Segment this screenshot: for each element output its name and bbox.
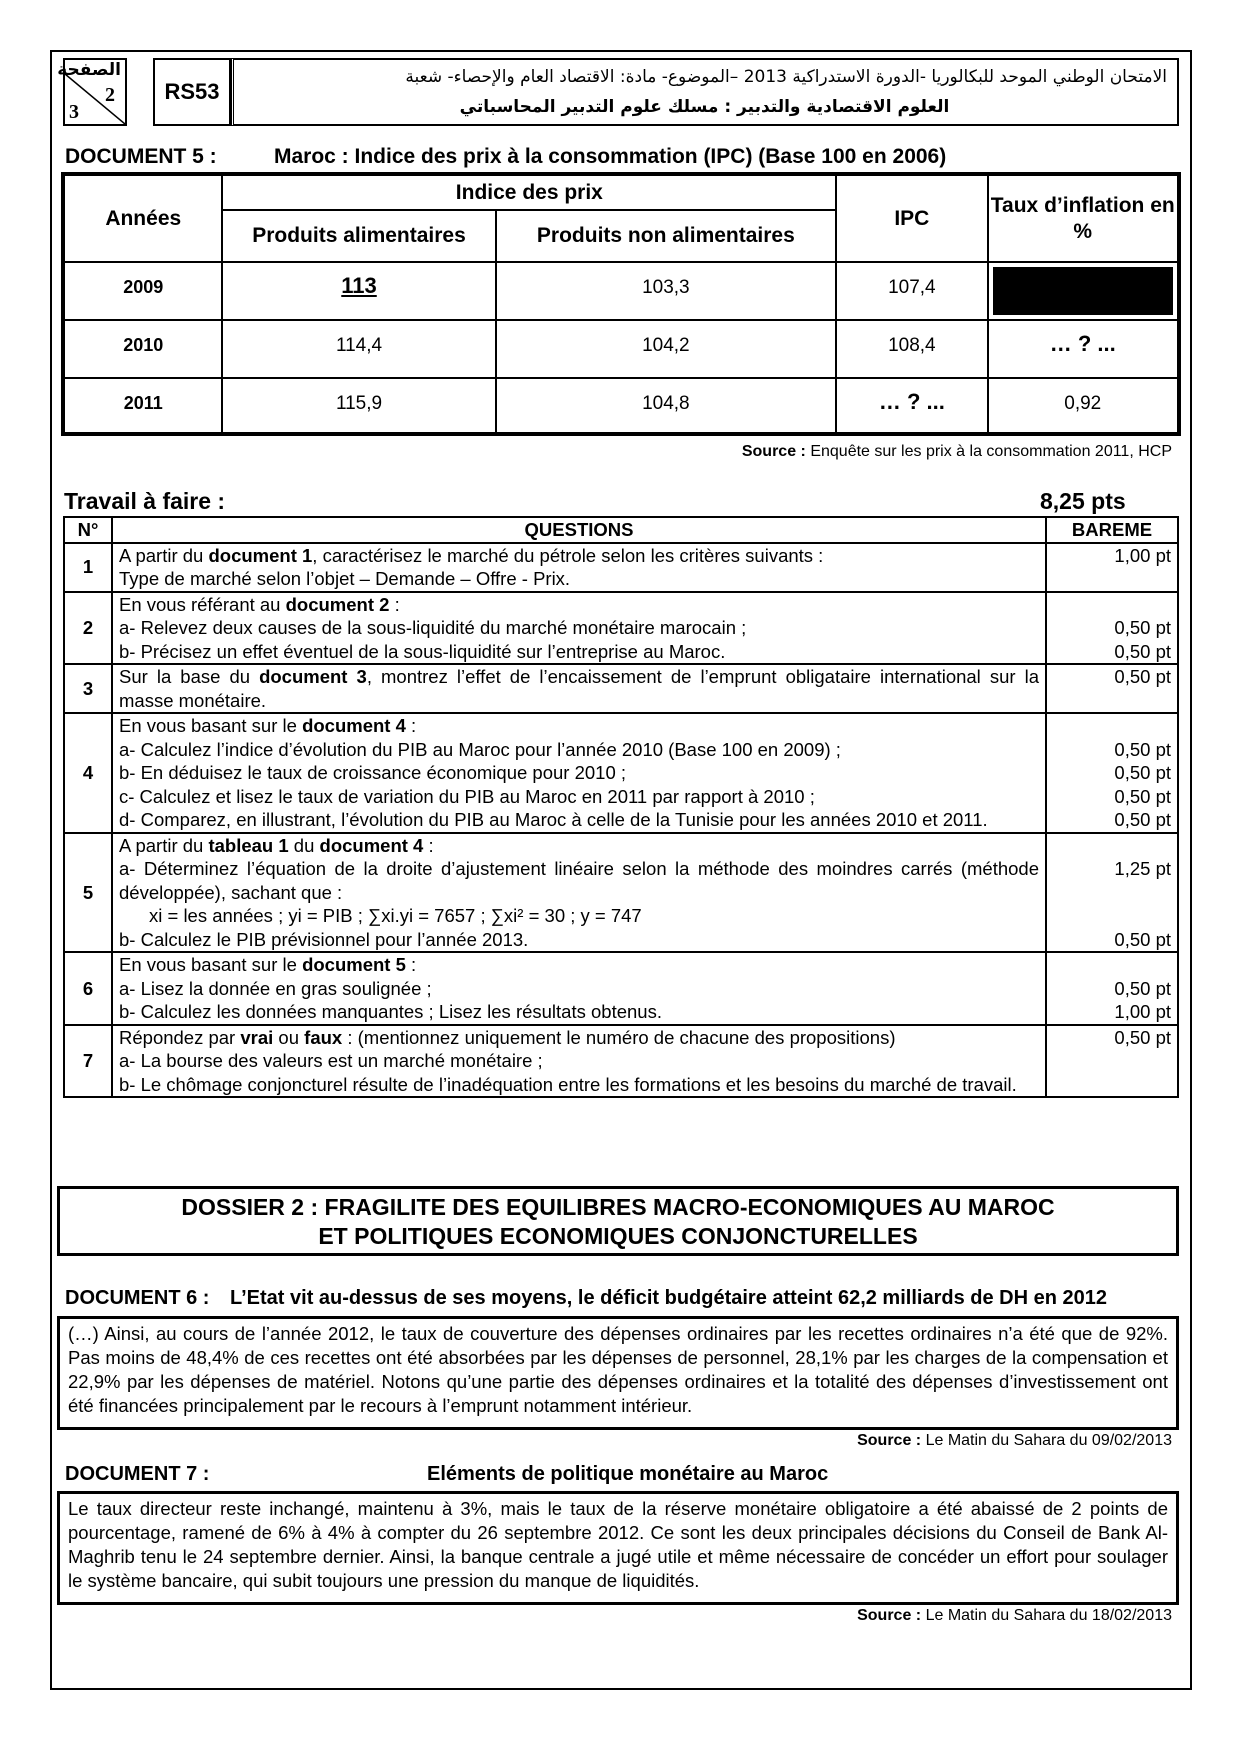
header-title-line2: العلوم الاقتصادية والتدبير : مسلك علوم التدبير المحاسباتي	[459, 97, 950, 117]
doc7-text: Le taux directeur reste inchangé, maintenu à 3%, mais le taux de la réserve monétaire obligatoire a été abaissé de 2 points de pourcentage, ramené de 6% à 4% à compter du 26 septembre 2012. Ce sont les deux principales décisions du Conseil de Bank Al-Maghrib tenu le 24 septembre dernier. Ainsi, la banque centrale a jugé utile et même nécessaire de concéder un effort pour soulager le système bancaire, qui subit toujours une pression du manque de liquidités.	[57, 1491, 1179, 1605]
question-number: 6	[64, 952, 112, 1025]
cell-taux: 0,92	[988, 378, 1179, 434]
dossier2-title	[57, 1186, 1179, 1256]
question-text: En vous basant sur le document 4 : a- Calculez l’indice d’évolution du PIB au Maroc pour l’année 2010 (Base 100 en 2009) ; b- En déduisez le taux de croissance économique pour 2010 ; c- Calculez et lisez le taux de variation du PIB au Maroc en 2011 par rapport à 2010 ; d- Comparez, en illustrant, l’évolution du PIB au Maroc à celle de la Tunisie pour les années 2010 et 2011.	[112, 713, 1046, 833]
question-number: 4	[64, 713, 112, 833]
col-annees: Années	[63, 174, 222, 262]
source-text: Le Matin du Sahara du 09/02/2013	[925, 1432, 1172, 1449]
question-bareme: 1,00 pt	[1046, 543, 1178, 592]
col-indice-prix: Indice des prix	[222, 174, 836, 210]
page-number-box	[57, 58, 127, 126]
header-title-line1: الامتحان الوطني الموحد للبكالوريا -الدورة الاستدراكية 2013 –الموضوع- مادة: الاقتصاد العام والإحصاء- شعبة	[405, 67, 1167, 87]
source-text: Le Matin du Sahara du 18/02/2013	[925, 1607, 1172, 1624]
doc7-source	[857, 1607, 1172, 1625]
doc5-source	[742, 443, 1172, 461]
travail-points: 8,25 pts	[1040, 488, 1126, 514]
question-text: En vous référant au document 2 : a- Relevez deux causes de la sous-liquidité du marché monétaire marocain ; b- Précisez un effet éventuel de la sous-liquidité sur l’entreprise au Maroc.	[112, 592, 1046, 665]
travail-title: Travail à faire :	[64, 488, 226, 514]
cell-non-alim: 104,2	[496, 320, 837, 378]
question-text: Sur la base du document 3, montrez l’effet de l’encaissement de l’emprunt obligataire international sur la masse monétaire.	[112, 664, 1046, 713]
question-bareme: 1,25 pt 0,50 pt	[1046, 833, 1178, 953]
questions-table	[63, 516, 1179, 1098]
col-ipc: IPC	[836, 174, 987, 262]
cell-non-alim: 104,8	[496, 378, 837, 434]
cell-alim-highlighted: 113	[222, 262, 495, 320]
page-label: الصفحة	[57, 60, 121, 80]
cell-ipc: 108,4	[836, 320, 987, 378]
doc6-label: DOCUMENT 6 :	[65, 1287, 210, 1309]
source-label: Source :	[741, 443, 806, 460]
question-row	[64, 1025, 1178, 1098]
question-row	[64, 543, 1178, 592]
dossier2-line2: ET POLITIQUES ECONOMIQUES CONJONCTURELLES	[318, 1223, 918, 1249]
question-row	[64, 592, 1178, 665]
question-number: 7	[64, 1025, 112, 1098]
table-row	[63, 262, 1179, 320]
question-bareme: 0,50 pt 0,50 pt	[1046, 592, 1178, 665]
cell-taux-missing: … ? ...	[988, 320, 1179, 378]
exam-header-title	[231, 58, 1179, 126]
question-text: Répondez par vrai ou faux : (mentionnez uniquement le numéro de chacune des propositions) a- La bourse des valeurs est un marché monétaire ; b- Le chômage conjoncturel résulte de l’inadéquation entre les formations et les besoins du marché de travail.	[112, 1025, 1046, 1098]
cell-alim: 114,4	[222, 320, 495, 378]
source-label: Source :	[857, 1607, 922, 1624]
question-number: 1	[64, 543, 112, 592]
cell-non-alim: 103,3	[496, 262, 837, 320]
doc7-label: DOCUMENT 7 :	[65, 1463, 210, 1485]
doc5-table	[61, 172, 1181, 436]
question-bareme: 0,50 pt	[1046, 664, 1178, 713]
col-questions: QUESTIONS	[112, 517, 1046, 543]
table-row	[63, 320, 1179, 378]
redacted-block	[993, 267, 1173, 315]
question-number: 2	[64, 592, 112, 665]
col-n: N°	[64, 517, 112, 543]
table-row	[63, 378, 1179, 434]
dossier2-line1: DOSSIER 2 : FRAGILITE DES EQUILIBRES MACRO-ECONOMIQUES AU MAROC	[181, 1194, 1055, 1220]
col-taux-inflation: Taux d’inflation en %	[988, 174, 1179, 262]
question-bareme: 0,50 pt 1,00 pt	[1046, 952, 1178, 1025]
question-text: A partir du document 1, caractérisez le marché du pétrole selon les critères suivants : Type de marché selon l’objet – Demande – Offre - Prix.	[112, 543, 1046, 592]
doc7-title: Eléments de politique monétaire au Maroc	[427, 1463, 829, 1485]
cell-taux-redacted	[988, 262, 1179, 320]
doc6-source	[857, 1432, 1172, 1450]
question-row	[64, 664, 1178, 713]
question-row	[64, 713, 1178, 833]
cell-ipc-missing: … ? ...	[836, 378, 987, 434]
question-number: 3	[64, 664, 112, 713]
doc6-title: L’Etat vit au-dessus de ses moyens, le déficit budgétaire atteint 62,2 milliards de DH en 2012	[230, 1287, 1107, 1309]
col-bareme: BAREME	[1046, 517, 1178, 543]
col-alimentaires: Produits alimentaires	[222, 210, 495, 262]
exam-code: RS53	[153, 58, 231, 126]
source-text: Enquête sur les prix à la consommation 2011, HCP	[810, 443, 1172, 460]
doc6-text: (…) Ainsi, au cours de l’année 2012, le taux de couverture des dépenses ordinaires par les recettes ordinaires n’a été que de 92%. Pas moins de 48,4% de ces recettes ont été absorbées par les dépenses de personnel, 28,1% par les charges de la compensation et 22,9% par les dépenses de matériel. Notons qu’une partie des dépenses ordinaires et la totalité des dépenses d’investissement ont été financées principalement par le recours à l’emprunt notamment intérieur.	[57, 1316, 1179, 1430]
question-row	[64, 833, 1178, 953]
cell-year: 2010	[63, 320, 222, 378]
page-total: 3	[69, 101, 79, 123]
doc5-label: DOCUMENT 5 :	[65, 145, 217, 168]
question-text: A partir du tableau 1 du document 4 : a- Déterminez l’équation de la droite d’ajustement linéaire selon la méthode des moindres carrés (méthode développée), sachant que : xi = les années ; yi = PIB ; ∑xi.yi = 7657 ; ∑xi² = 30 ; y = 747 b- Calculez le PIB prévisionnel pour l’année 2013.	[112, 833, 1046, 953]
question-number: 5	[64, 833, 112, 953]
question-row	[64, 952, 1178, 1025]
question-bareme: 0,50 pt	[1046, 1025, 1178, 1098]
doc5-title: Maroc : Indice des prix à la consommation (IPC) (Base 100 en 2006)	[274, 145, 947, 168]
cell-year: 2009	[63, 262, 222, 320]
cell-ipc: 107,4	[836, 262, 987, 320]
cell-year: 2011	[63, 378, 222, 434]
source-label: Source :	[857, 1432, 922, 1449]
question-bareme: 0,50 pt 0,50 pt 0,50 pt 0,50 pt	[1046, 713, 1178, 833]
col-non-alimentaires: Produits non alimentaires	[496, 210, 837, 262]
page-current: 2	[105, 84, 115, 106]
question-text: En vous basant sur le document 5 : a- Lisez la donnée en gras soulignée ; b- Calculez les données manquantes ; Lisez les résultats obtenus.	[112, 952, 1046, 1025]
cell-alim: 115,9	[222, 378, 495, 434]
